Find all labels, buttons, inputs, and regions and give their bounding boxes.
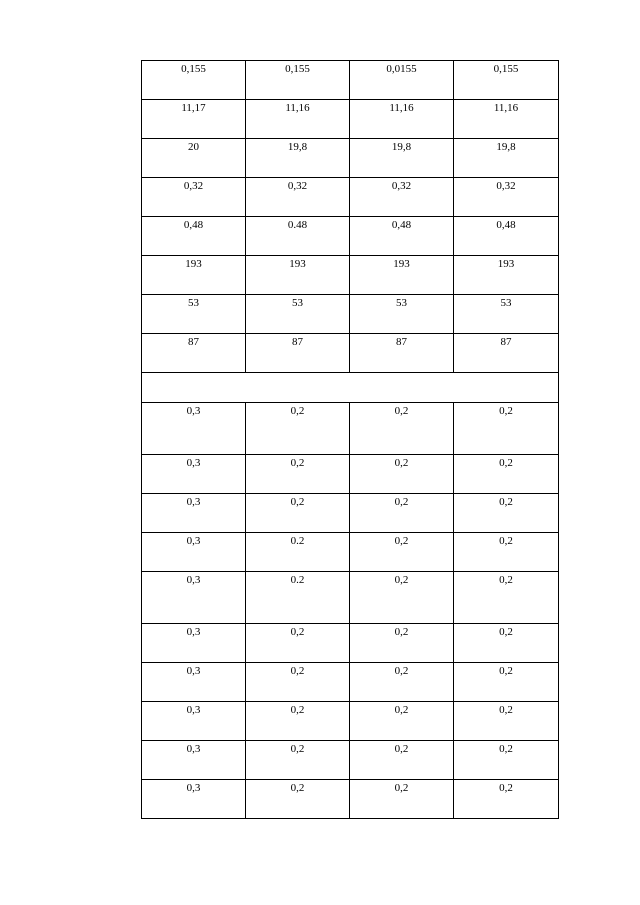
table-cell: 193	[142, 256, 246, 295]
table-cell: 20	[142, 139, 246, 178]
table-cell: 193	[350, 256, 454, 295]
table-cell: 11,17	[142, 100, 246, 139]
table-cell: 87	[246, 334, 350, 373]
table-cell: 11,16	[454, 100, 559, 139]
table-cell: 0,2	[350, 572, 454, 624]
table-cell: 87	[142, 334, 246, 373]
table-row	[142, 780, 559, 819]
table-cell: 0,2	[246, 741, 350, 780]
table-cell: 0.48	[246, 217, 350, 256]
table-cell: 0,48	[142, 217, 246, 256]
table-row	[142, 494, 559, 533]
table-cell: 0,3	[142, 780, 246, 819]
table-cell: 0,2	[454, 494, 559, 533]
table-cell: 0,3	[142, 663, 246, 702]
table-cell: 0,2	[454, 741, 559, 780]
table-row	[142, 624, 559, 663]
table-cell: 0,3	[142, 533, 246, 572]
table-cell: 0,3	[142, 403, 246, 455]
table-row	[142, 663, 559, 702]
table-cell: 0,32	[350, 178, 454, 217]
table-cell: 11,16	[350, 100, 454, 139]
table-cell: 0,0155	[350, 61, 454, 100]
table-row	[142, 533, 559, 572]
section-cell	[142, 373, 559, 403]
table-row	[142, 455, 559, 494]
table-cell: 19,8	[350, 139, 454, 178]
table-row	[142, 572, 559, 624]
table-cell: 0,48	[350, 217, 454, 256]
table-cell: 0,3	[142, 455, 246, 494]
table-row	[142, 178, 559, 217]
table-row	[142, 61, 559, 100]
data-table	[141, 60, 559, 819]
table-cell: 0,2	[454, 780, 559, 819]
table-cell: 0,32	[246, 178, 350, 217]
table-row	[142, 702, 559, 741]
table-cell: 0,2	[454, 663, 559, 702]
table-row	[142, 256, 559, 295]
table-cell: 0,2	[350, 624, 454, 663]
table-cell: 0,2	[350, 741, 454, 780]
table-row	[142, 295, 559, 334]
table-row	[142, 403, 559, 455]
table-cell: 0,3	[142, 741, 246, 780]
table-cell: 0,32	[142, 178, 246, 217]
table-cell: 193	[454, 256, 559, 295]
section-row	[142, 373, 559, 403]
table-cell: 0,2	[350, 780, 454, 819]
table-row	[142, 217, 559, 256]
table-cell: 0,3	[142, 624, 246, 663]
table-cell: 0,32	[454, 178, 559, 217]
table-row	[142, 741, 559, 780]
table-cell: 53	[246, 295, 350, 334]
table-row	[142, 334, 559, 373]
table-cell: 53	[350, 295, 454, 334]
table-cell: 0,2	[350, 455, 454, 494]
table-cell: 53	[454, 295, 559, 334]
table-cell: 0,155	[246, 61, 350, 100]
table-cell: 0,155	[142, 61, 246, 100]
table-cell: 0,2	[350, 533, 454, 572]
table-cell: 0,2	[246, 494, 350, 533]
table-cell: 0,2	[246, 780, 350, 819]
table-cell: 0,2	[454, 624, 559, 663]
table-row	[142, 139, 559, 178]
table-cell: 0,2	[350, 663, 454, 702]
table-cell: 19,8	[454, 139, 559, 178]
table-cell: 0,3	[142, 702, 246, 741]
table-cell: 0,2	[246, 702, 350, 741]
table-cell: 193	[246, 256, 350, 295]
table-cell: 0,2	[246, 624, 350, 663]
table-cell: 0,3	[142, 572, 246, 624]
table-cell: 87	[350, 334, 454, 373]
table-cell: 0,3	[142, 494, 246, 533]
table-cell: 11,16	[246, 100, 350, 139]
table-cell: 0.2	[246, 572, 350, 624]
table-cell: 0.2	[246, 533, 350, 572]
table-cell: 0,2	[350, 702, 454, 741]
table-cell: 19,8	[246, 139, 350, 178]
table-cell: 53	[142, 295, 246, 334]
table-cell: 0,2	[454, 702, 559, 741]
table-row	[142, 100, 559, 139]
table-cell: 0,2	[246, 663, 350, 702]
table-cell: 0,2	[246, 403, 350, 455]
table-cell: 0,2	[350, 403, 454, 455]
table-cell: 87	[454, 334, 559, 373]
table-cell: 0,2	[454, 455, 559, 494]
table-cell: 0,2	[350, 494, 454, 533]
table-cell: 0,2	[454, 572, 559, 624]
table-cell: 0,48	[454, 217, 559, 256]
table-cell: 0,2	[454, 403, 559, 455]
table-cell: 0,2	[246, 455, 350, 494]
table-cell: 0,2	[454, 533, 559, 572]
table-cell: 0,155	[454, 61, 559, 100]
